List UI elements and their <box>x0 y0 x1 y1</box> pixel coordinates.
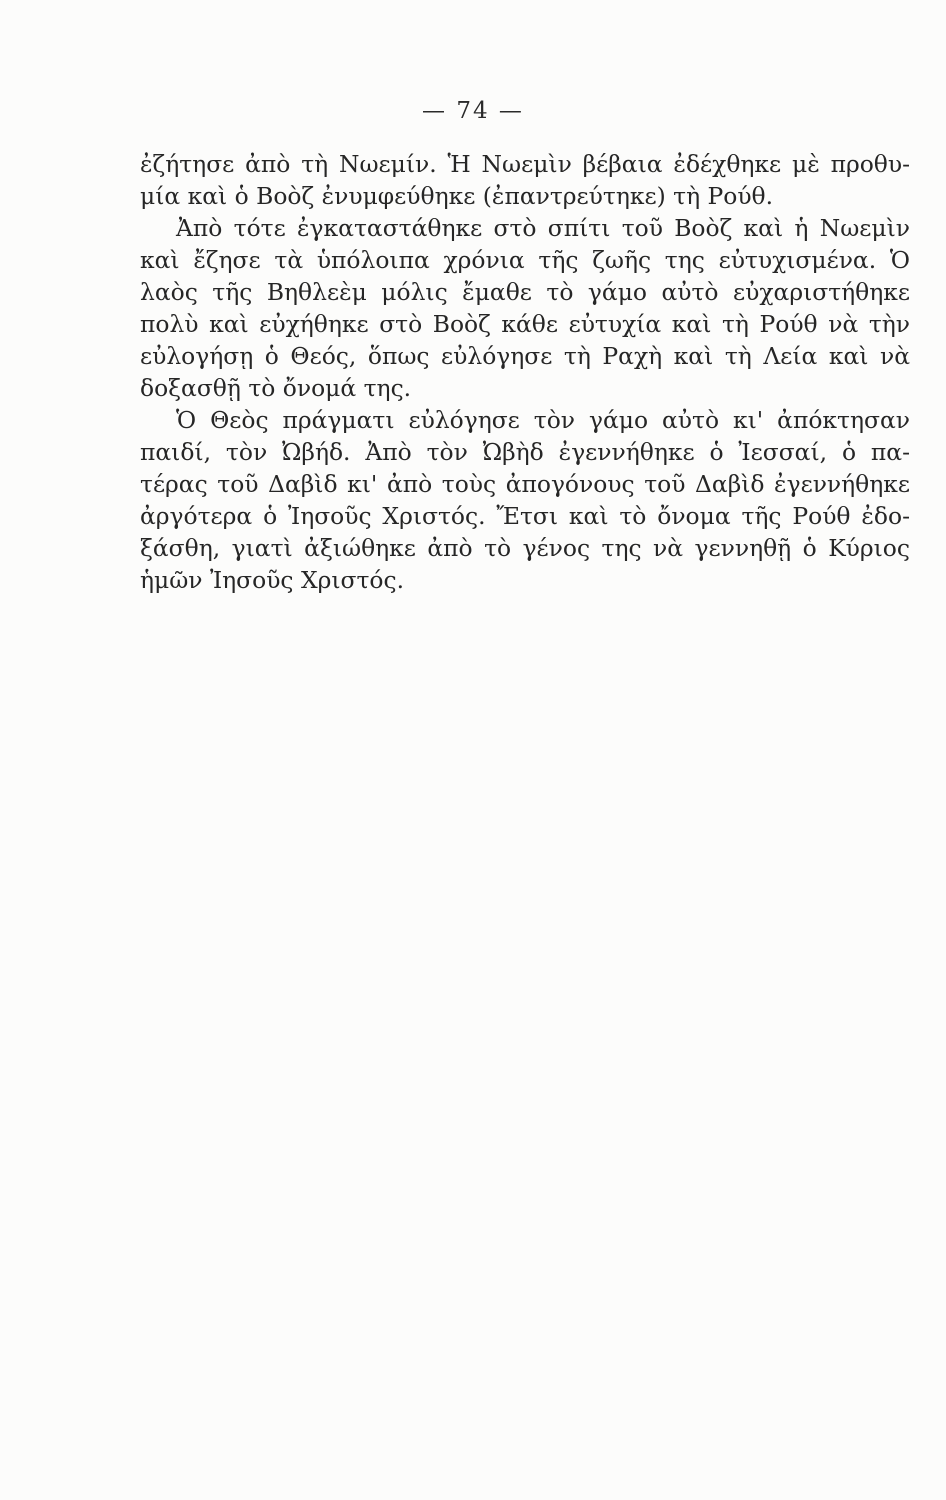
text-line: ἀργότερα ὁ Ἰησοῦς Χριστός. Ἔτσι καὶ τὸ ὄνομα τῆς Ρούθ ἐδο- <box>140 502 910 530</box>
text-line: πολὺ καὶ εὐχήθηκε στὸ Βοὸζ κάθε εὐτυχία καὶ τὴ Ρούθ νὰ τὴν <box>140 310 910 338</box>
page-number: — 74 — <box>422 98 524 124</box>
text-line: παιδί, τὸν Ὠβήδ. Ἀπὸ τὸν Ὠβὴδ ἐγεννήθηκε ὁ Ἰεσσαί, ὁ πα- <box>140 438 910 466</box>
body-text <box>140 148 910 596</box>
text-line: Ἀπὸ τότε ἐγκαταστάθηκε στὸ σπίτι τοῦ Βοὸζ καὶ ἡ Νωεμὶν <box>176 214 910 242</box>
text-line: τέρας τοῦ Δαβὶδ κι' ἀπὸ τοὺς ἀπογόνους τοῦ Δαβὶδ ἐγεννήθηκε <box>140 470 910 498</box>
text-line: ξάσθη, γιατὶ ἀξιώθηκε ἀπὸ τὸ γένος της νὰ γεννηθῇ ὁ Κύριος <box>140 534 910 562</box>
text-line: ἡμῶν Ἰησοῦς Χριστός. <box>140 566 405 594</box>
text-line: μία καὶ ὁ Βοὸζ ἐνυμφεύθηκε (ἐπαντρεύτηκε) τὴ Ρούθ. <box>140 182 774 210</box>
text-line: λαὸς τῆς Βηθλεὲμ μόλις ἔμαθε τὸ γάμο αὐτὸ εὐχαριστήθηκε <box>140 278 910 306</box>
text-line: εὐλογήσῃ ὁ Θεός, ὅπως εὐλόγησε τὴ Ραχὴ καὶ τὴ Λεία καὶ νὰ <box>140 342 910 370</box>
text-line: καὶ ἔζησε τὰ ὑπόλοιπα χρόνια τῆς ζωῆς της εὐτυχισμένα. Ὁ <box>140 246 910 274</box>
text-line: Ὁ Θεὸς πράγματι εὐλόγησε τὸν γάμο αὐτὸ κι' ἀπόκτησαν <box>176 406 910 434</box>
text-line: δοξασθῇ τὸ ὄνομά της. <box>140 374 412 402</box>
text-line: ἐζήτησε ἀπὸ τὴ Νωεμίν. Ἡ Νωεμὶν βέβαια ἐδέχθηκε μὲ προθυ- <box>140 150 910 178</box>
